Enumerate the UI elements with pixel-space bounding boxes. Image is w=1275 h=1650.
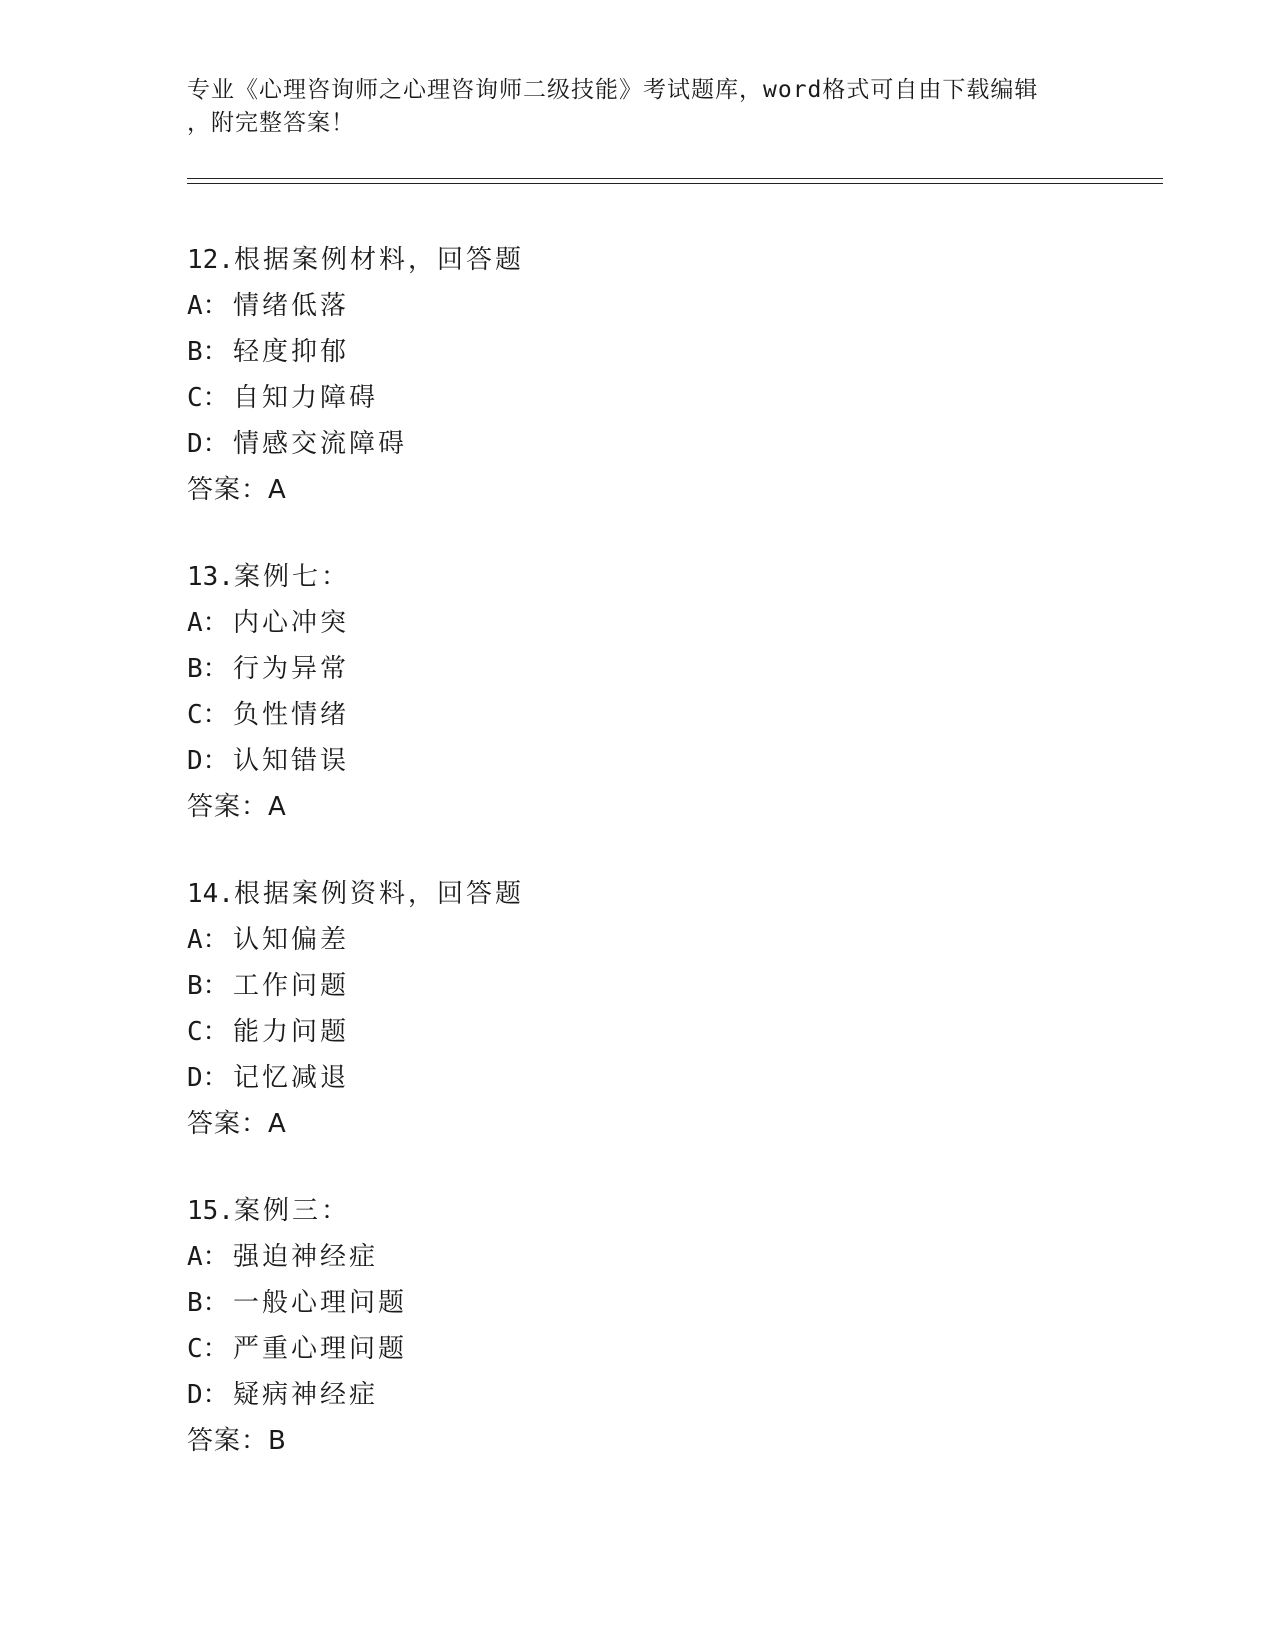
option-text: 情绪低落 [233, 291, 350, 321]
option-c [187, 1009, 1087, 1055]
question-text: 案例七： [233, 562, 350, 592]
option-text: 轻度抑郁 [233, 337, 350, 367]
question-title [187, 237, 1087, 283]
option-b [187, 1280, 1087, 1326]
option-c [187, 692, 1087, 738]
option-text: 认知错误 [233, 746, 350, 776]
option-c [187, 1326, 1087, 1372]
question-number: 12. [187, 245, 234, 275]
question-title [187, 554, 1087, 600]
option-key: A： [187, 608, 229, 638]
answer-line: 答案：A [187, 1109, 287, 1139]
option-key: A： [187, 1242, 229, 1272]
option-a [187, 1234, 1087, 1280]
option-a [187, 917, 1087, 963]
option-text: 工作问题 [233, 971, 350, 1001]
question-12 [187, 237, 1087, 513]
question-text: 根据案例资料，回答题 [233, 879, 524, 909]
option-key: C： [187, 700, 229, 730]
option-key: D： [187, 429, 229, 459]
option-d [187, 1372, 1087, 1418]
question-number: 15. [187, 1196, 234, 1226]
question-15 [187, 1188, 1087, 1464]
option-key: B： [187, 654, 229, 684]
header-divider-top [187, 178, 1163, 179]
question-number: 13. [187, 562, 234, 592]
option-b [187, 963, 1087, 1009]
option-d [187, 1055, 1087, 1101]
answer-line: 答案：A [187, 792, 287, 822]
question-13 [187, 554, 1087, 830]
header-line-1: 专业《心理咨询师之心理咨询师二级技能》考试题库，word格式可自由下载编辑 [187, 77, 1039, 103]
option-text: 情感交流障碍 [233, 429, 408, 459]
answer-line: 答案：A [187, 475, 287, 505]
option-text: 行为异常 [233, 654, 350, 684]
option-key: D： [187, 746, 229, 776]
option-d [187, 421, 1087, 467]
option-key: D： [187, 1380, 229, 1410]
option-text: 内心冲突 [233, 608, 350, 638]
option-text: 一般心理问题 [233, 1288, 408, 1318]
option-key: D： [187, 1063, 229, 1093]
option-key: B： [187, 971, 229, 1001]
question-text: 案例三： [233, 1196, 350, 1226]
option-c [187, 375, 1087, 421]
option-d [187, 738, 1087, 784]
answer-line: 答案：B [187, 1426, 287, 1456]
option-key: A： [187, 291, 229, 321]
question-title [187, 871, 1087, 917]
option-key: C： [187, 1334, 229, 1364]
option-text: 认知偏差 [233, 925, 350, 955]
question-text: 根据案例材料，回答题 [233, 245, 524, 275]
question-list [187, 237, 1087, 1505]
option-b [187, 646, 1087, 692]
question-14 [187, 871, 1087, 1147]
document-header [187, 74, 1067, 140]
option-b [187, 329, 1087, 375]
question-title [187, 1188, 1087, 1234]
option-text: 疑病神经症 [233, 1380, 379, 1410]
option-key: B： [187, 1288, 229, 1318]
option-key: C： [187, 1017, 229, 1047]
option-key: C： [187, 383, 229, 413]
option-text: 记忆减退 [233, 1063, 350, 1093]
option-text: 自知力障碍 [233, 383, 379, 413]
option-text: 严重心理问题 [233, 1334, 408, 1364]
option-text: 负性情绪 [233, 700, 350, 730]
option-key: B： [187, 337, 229, 367]
option-a [187, 600, 1087, 646]
header-line-2: ，附完整答案！ [187, 110, 355, 136]
header-divider-bottom [187, 183, 1163, 184]
option-text: 能力问题 [233, 1017, 350, 1047]
question-number: 14. [187, 879, 234, 909]
option-text: 强迫神经症 [233, 1242, 379, 1272]
option-a [187, 283, 1087, 329]
option-key: A： [187, 925, 229, 955]
